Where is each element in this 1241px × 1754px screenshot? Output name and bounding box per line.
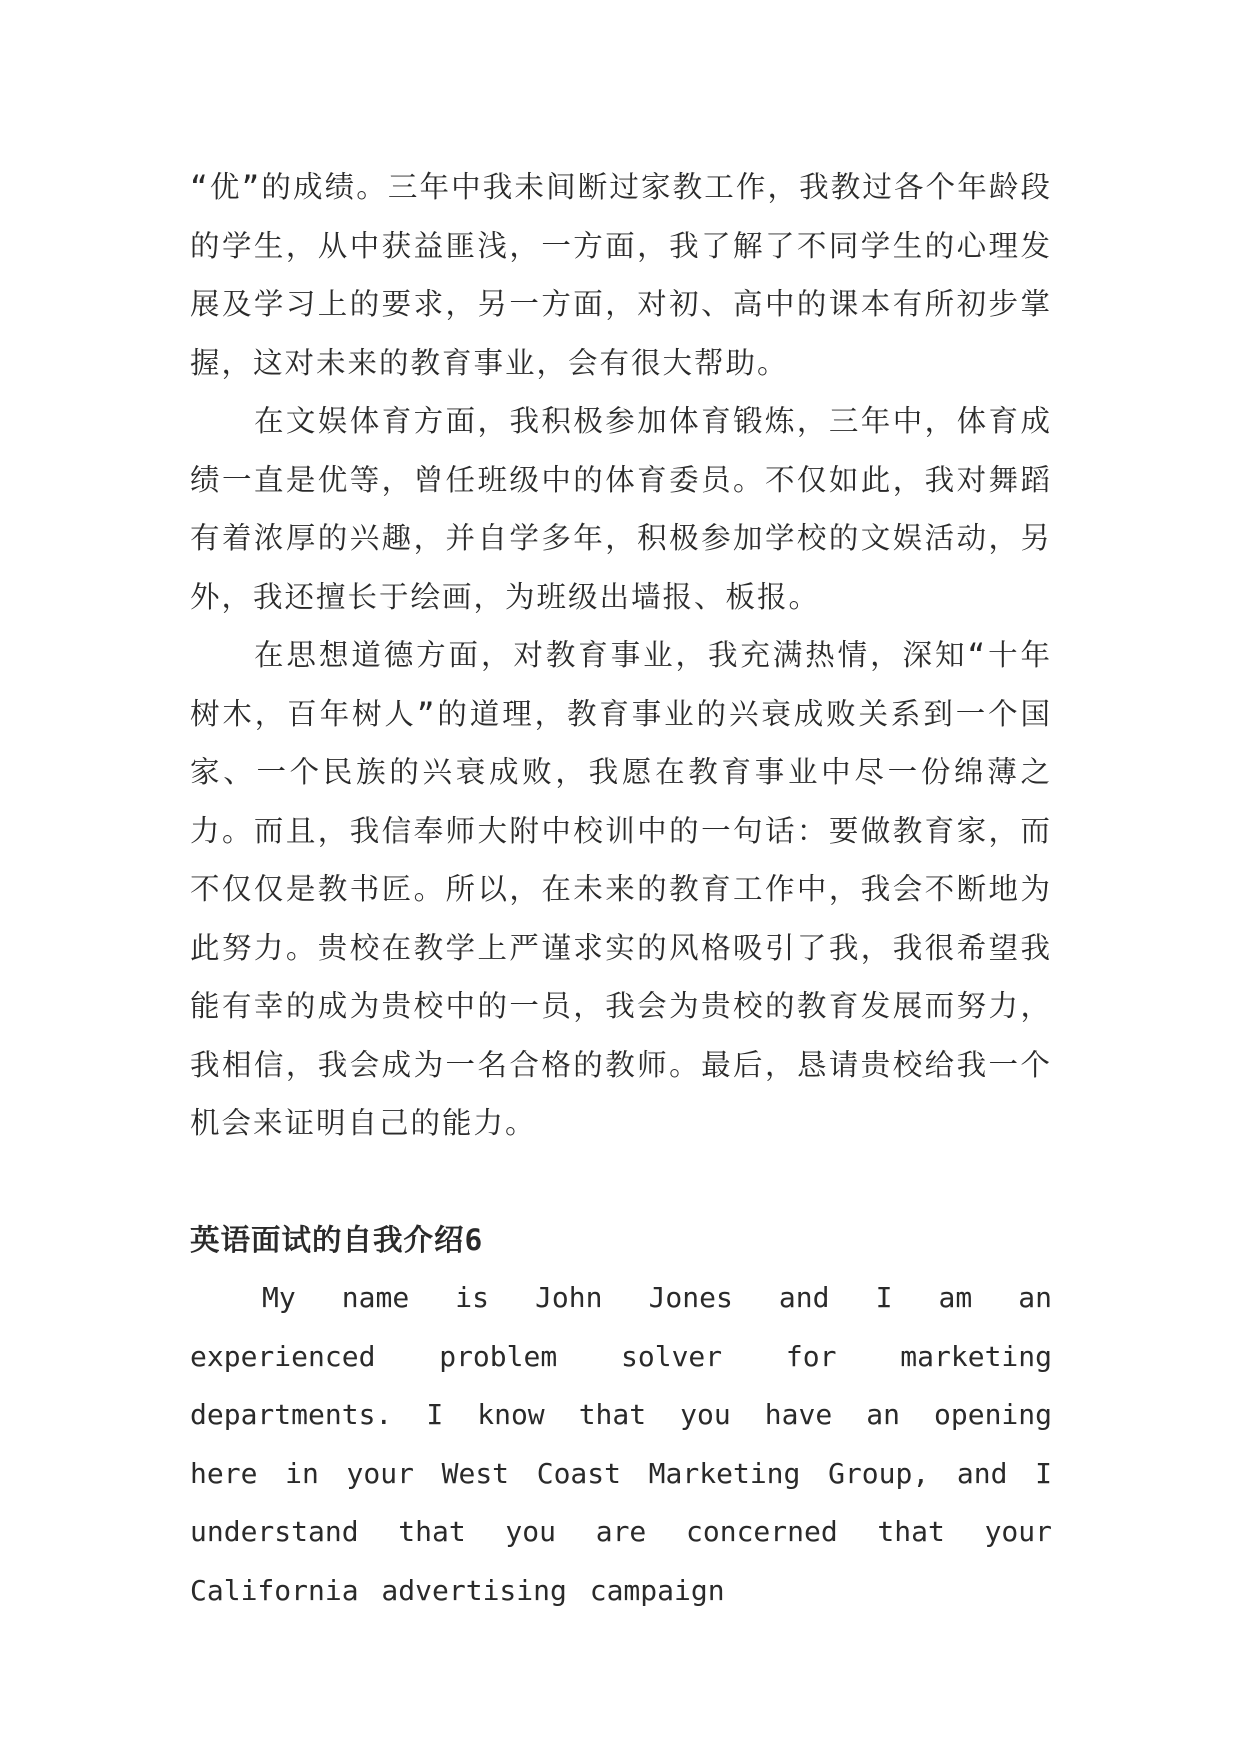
document-body — [190, 158, 1052, 1620]
paragraph-moral-education: 在思想道德方面，对教育事业，我充满热情，深知“十年树木，百年树人”的道理，教育事业的兴衰成败关系到一个国家、一个民族的兴衰成败，我愿在教育事业中尽一份绵薄之力。而且，我信奉师大附中校训中的一句话：要做教育家，而不仅仅是教书匠。所以，在未来的教育工作中，我会不断地为此努力。贵校在教学上严谨求实的风格吸引了我，我很希望我能有幸的成为贵校中的一员，我会为贵校的教育发展而努力，我相信，我会成为一名合格的教师。最后，恳请贵校给我一个机会来证明自己的能力。 — [190, 638, 1052, 1140]
paragraph-tutoring-experience: “优”的成绩。三年中我未间断过家教工作，我教过各个年龄段的学生，从中获益匪浅，一方面，我了解了不同学生的心理发展及学习上的要求，另一方面，对初、高中的课本有所初步掌握，这对未来的教育事业，会有很大帮助。 — [190, 170, 1052, 380]
english-paragraph: My name is John Jones and I am an experienced problem solver for marketing departments. I know that you have an opening here in your West Coast Marketing Group, and I understand that you are concerned that your California advertising campaign — [190, 1281, 1052, 1607]
section-heading: 英语面试的自我介绍6 — [190, 1222, 484, 1257]
paragraph-sports-arts: 在文娱体育方面，我积极参加体育锻炼，三年中，体育成绩一直是优等，曾任班级中的体育委员。不仅如此，我对舞蹈有着浓厚的兴趣，并自学多年，积极参加学校的文娱活动，另外，我还擅长于绘画，为班级出墙报、板报。 — [190, 404, 1052, 614]
